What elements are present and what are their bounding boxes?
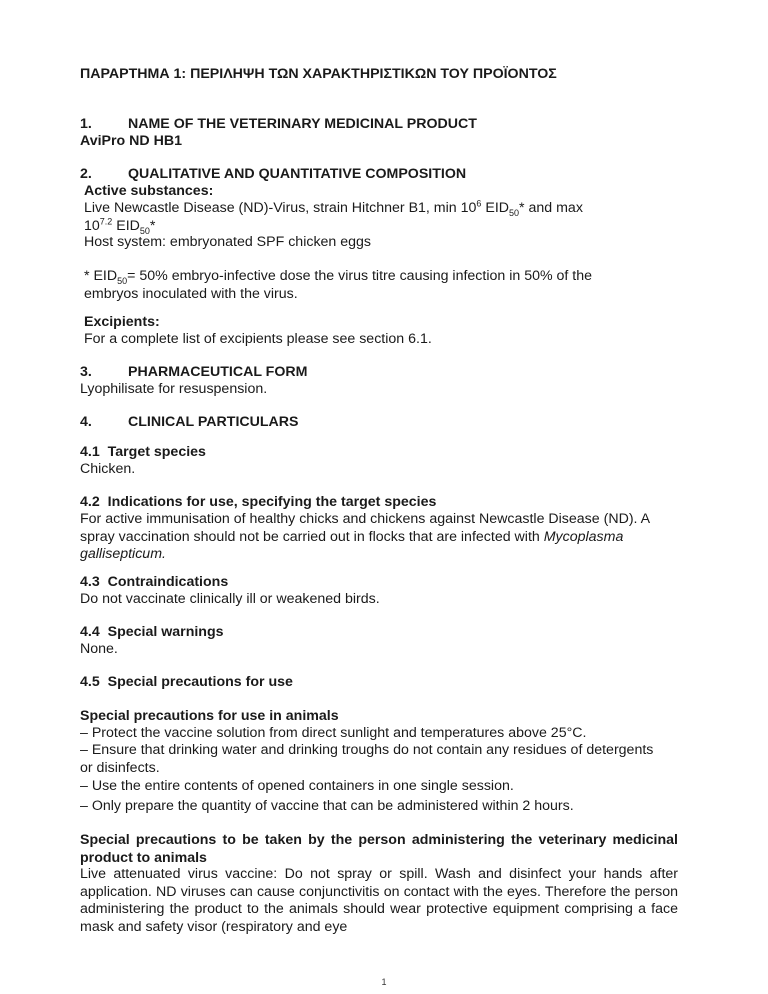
bullet-4: – Only prepare the quantity of vaccine that can be administered within 2 hours. (80, 798, 574, 814)
contraindications-text: Do not vaccinate clinically ill or weakened birds. (80, 591, 380, 607)
precautions-person-heading: Special precautions to be taken by the person administering the veterinary medicinal product to animals (80, 832, 678, 866)
section-title: CLINICAL PARTICULARS (128, 414, 299, 430)
annex-title: ΠΑΡΑΡΤΗΜΑ 1: ΠΕΡΙΛΗΨΗ ΤΩΝ ΧΑΡΑΚΤΗΡΙΣΤΙΚΩΝ ΤΟΥ ΠΡΟΪΟΝΤΟΣ (80, 66, 557, 82)
subsection-number: 4.2 (80, 494, 100, 510)
subsection-number: 4.1 (80, 444, 100, 460)
section-title: PHARMACEUTICAL FORM (128, 364, 308, 380)
active-substances-text (80, 200, 682, 235)
section-1-heading (80, 116, 678, 134)
section-4-1-heading (80, 444, 678, 462)
exp-6: 6 (476, 198, 482, 209)
excipients-label: Excipients: (84, 314, 160, 330)
indications-text (80, 511, 668, 564)
pharmaceutical-form-text: Lyophilisate for resuspension. (80, 381, 268, 397)
active-text-e: EID (112, 217, 140, 234)
fn-a: * EID (84, 268, 118, 284)
section-title: QUALITATIVE AND QUANTITATIVE COMPOSITION (128, 166, 467, 182)
active-text-f: * (149, 217, 156, 234)
target-species-text: Chicken. (80, 461, 136, 477)
host-system: Host system: embryonated SPF chicken eggs (84, 234, 372, 250)
bullet-3: – Use the entire contents of opened containers in one single session. (80, 778, 514, 794)
product-name: AviPro ND HB1 (80, 133, 182, 149)
section-4-3-heading (80, 574, 678, 592)
active-text-d: 10 (84, 217, 100, 234)
subsection-title: Contraindications (107, 574, 229, 590)
fn-sub: 50 (117, 275, 128, 286)
subsection-title: Special precautions for use (107, 674, 293, 690)
subsection-title: Target species (107, 444, 206, 460)
indications-body: For active immunisation of healthy chicks and chickens against Newcastle Disease (ND). A spray vaccination should not be carried out in flocks that are infected with (80, 511, 650, 545)
section-title: NAME OF THE VETERINARY MEDICINAL PRODUCT (128, 116, 477, 132)
section-2-heading (80, 166, 678, 184)
precautions-animals-heading: Special precautions for use in animals (80, 708, 339, 724)
subsection-number: 4.4 (80, 624, 100, 640)
bullet-1: – Protect the vaccine solution from direct sunlight and temperatures above 25°C. (80, 725, 587, 741)
sub-50: 50 (509, 207, 520, 218)
section-4-2-heading (80, 494, 678, 512)
subsection-title: Special warnings (107, 624, 224, 640)
section-3-heading (80, 364, 678, 382)
section-4-heading (80, 414, 678, 432)
section-number: 1. (80, 116, 92, 132)
active-text-b: EID (481, 200, 510, 216)
page-number: 1 (381, 977, 387, 987)
excipients-text: For a complete list of excipients please see section 6.1. (84, 331, 432, 347)
section-4-5-heading (80, 674, 678, 692)
active-text-a: Live Newcastle Disease (ND)-Virus, strain Hitchner B1, min 10 (84, 200, 477, 216)
subsection-title: Indications for use, specifying the target species (107, 494, 437, 510)
subsection-number: 4.3 (80, 574, 100, 590)
section-number: 2. (80, 166, 92, 182)
section-4-4-heading (80, 624, 678, 642)
active-substances-label: Active substances: (84, 183, 214, 199)
eid-footnote (80, 268, 682, 303)
section-number: 4. (80, 414, 92, 430)
section-number: 3. (80, 364, 92, 380)
mycoplasma-italic: Mycoplasma gallisepticum. (80, 528, 624, 562)
special-warnings-text: None. (80, 641, 118, 657)
exp-7-2: 7.2 (99, 215, 113, 226)
subsection-number: 4.5 (80, 674, 100, 690)
fn-b: = 50% embryo-infective dose the virus titre causing infection in 50% of the (127, 268, 593, 284)
sub-50-b: 50 (139, 225, 150, 236)
active-text-c: * and max (519, 200, 583, 216)
precautions-person-text: Live attenuated virus vaccine: Do not spray or spill. Wash and disinfect your hands after application. ND viruses can cause conjunctivitis on contact with the eyes. Therefore the person administering the product to the animals should wear protective equipment comprising a face mask and safety visor (respiratory and eye (80, 866, 678, 935)
bullet-2: – Ensure that drinking water and drinking troughs do not contain any residues of detergents or disinfects. (80, 742, 654, 776)
fn-c: embryos inoculated with the virus. (84, 285, 298, 302)
